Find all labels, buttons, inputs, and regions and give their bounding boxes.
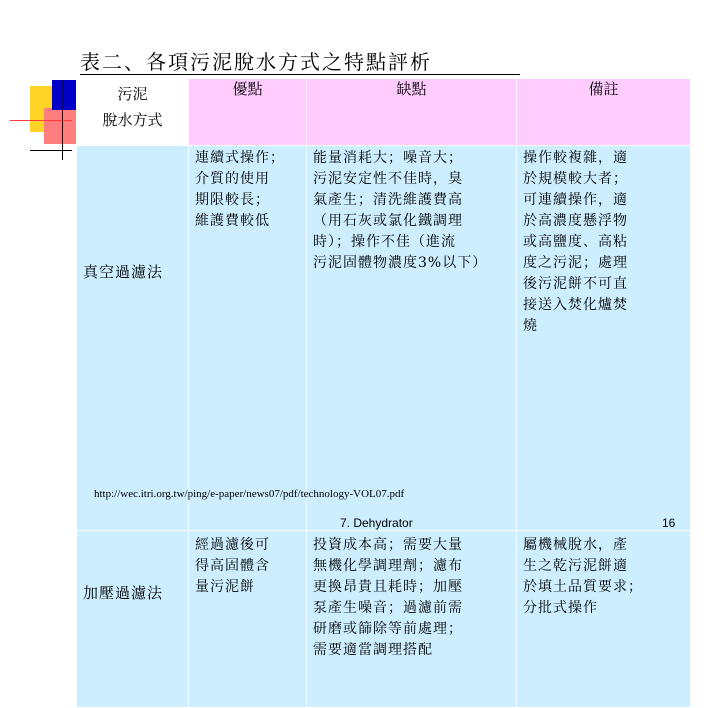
row-advantages: 經過濾後可 得高固體含 量污泥餅 bbox=[189, 531, 307, 708]
decor-blue-square bbox=[52, 80, 78, 110]
decor-vertical-line bbox=[62, 80, 63, 160]
row-disadvantages: 投資成本高；需要大量 無機化學調理劑；濾布 更換昂貴且耗時；加壓 泵產生噪音；過濾前需 研磨或篩除等前處理； 需要適當調理搭配 bbox=[307, 531, 517, 708]
table-header-row bbox=[77, 79, 691, 146]
header-method: 污泥 脫水方式 bbox=[77, 79, 189, 146]
row-advantages: 連續式操作； 介質的使用 期限較長； 維護費較低 bbox=[189, 146, 307, 531]
row-method: 加壓過濾法 bbox=[77, 531, 189, 708]
row-method: 真空過濾法 bbox=[77, 146, 189, 531]
slide-footer: 7. Dehydrator bbox=[340, 516, 413, 530]
table-row bbox=[77, 146, 691, 531]
row-remarks: 屬機械脫水，產 生之乾污泥餅適 於填土品質要求； 分批式操作 bbox=[517, 531, 691, 708]
decor-red-square bbox=[44, 108, 78, 144]
page-number: 16 bbox=[662, 516, 676, 530]
row-remarks: 操作較複雜，適 於規模較大者； 可連續操作，適 於高濃度懸浮物 或高鹽度、高粘 度之污泥；處理 後污泥餅不可直 接送入焚化爐焚 燒 bbox=[517, 146, 691, 531]
header-disadvantages: 缺點 bbox=[307, 79, 517, 146]
header-remarks: 備註 bbox=[517, 79, 691, 146]
title-underline bbox=[80, 74, 520, 75]
header-advantages: 優點 bbox=[189, 79, 307, 146]
source-link[interactable]: http://wec.itri.org.tw/ping/e-paper/news07/pdf/technology-VOL07.pdf bbox=[94, 488, 405, 500]
table-row bbox=[77, 531, 691, 708]
row-disadvantages: 能量消耗大；噪音大； 污泥安定性不佳時，臭 氣產生；清洗維護費高 （用石灰或氯化鐵調理 時）；操作不佳（進流 污泥固體物濃度3%以下） bbox=[307, 146, 517, 531]
comparison-table bbox=[76, 78, 691, 708]
decor-black-line bbox=[30, 150, 72, 151]
slide-title: 表二、各項污泥脫水方式之特點評析 bbox=[80, 50, 432, 74]
